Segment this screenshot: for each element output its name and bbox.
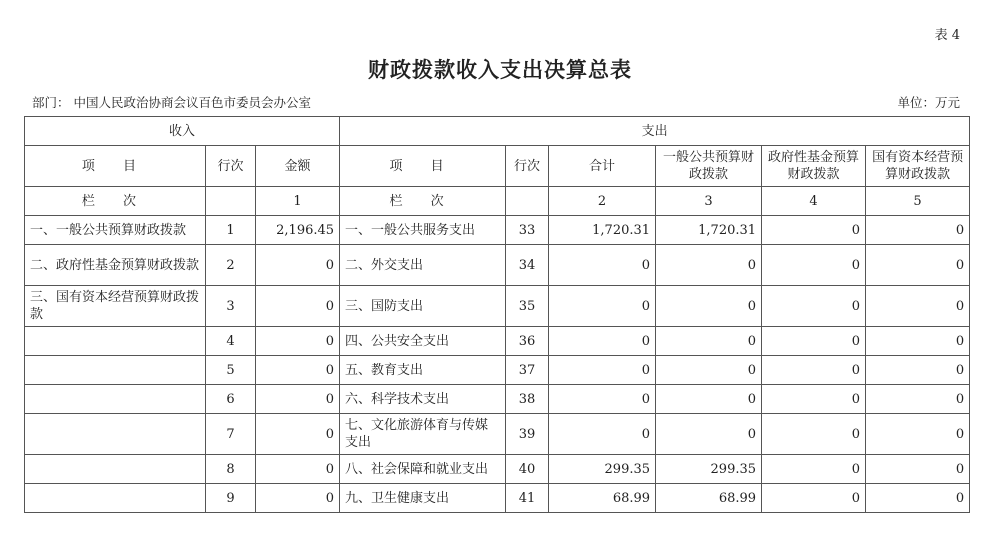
total-cell: 0 xyxy=(549,327,656,356)
expense-item-cell: 五、教育支出 xyxy=(340,356,506,385)
income-row-no-cell: 5 xyxy=(206,356,256,385)
col-num-4: 4 xyxy=(762,187,866,216)
income-row-no-cell: 9 xyxy=(206,484,256,513)
table-row xyxy=(25,356,970,385)
income-item-cell xyxy=(25,414,206,455)
total-cell: 0 xyxy=(549,286,656,327)
state-capital-header: 国有资本经营预算财政拨款 xyxy=(866,146,970,187)
expense-row-no-cell: 39 xyxy=(506,414,549,455)
income-item-cell: 二、政府性基金预算财政拨款 xyxy=(25,245,206,286)
income-amount-cell: 0 xyxy=(256,385,340,414)
state-capital-cell: 0 xyxy=(866,385,970,414)
expense-item-cell: 六、科学技术支出 xyxy=(340,385,506,414)
expense-item-cell: 二、外交支出 xyxy=(340,245,506,286)
general-budget-header: 一般公共预算财政拨款 xyxy=(656,146,762,187)
empty-cell xyxy=(206,187,256,216)
income-amount-cell: 0 xyxy=(256,286,340,327)
income-row-no-cell: 8 xyxy=(206,455,256,484)
income-section-header: 收入 xyxy=(25,117,340,146)
gov-fund-cell: 0 xyxy=(762,216,866,245)
expense-row-no-cell: 34 xyxy=(506,245,549,286)
expense-item-cell: 九、卫生健康支出 xyxy=(340,484,506,513)
state-capital-cell: 0 xyxy=(866,356,970,385)
expense-row-no-cell: 41 xyxy=(506,484,549,513)
unit-label: 单位：万元 xyxy=(897,95,960,110)
col-num-1: 1 xyxy=(256,187,340,216)
income-item-cell xyxy=(25,455,206,484)
income-row-no-header: 行次 xyxy=(206,146,256,187)
gov-fund-cell: 0 xyxy=(762,286,866,327)
table-row xyxy=(25,327,970,356)
state-capital-cell: 0 xyxy=(866,286,970,327)
state-capital-cell: 0 xyxy=(866,245,970,286)
expense-section-header: 支出 xyxy=(340,117,970,146)
gov-fund-cell: 0 xyxy=(762,385,866,414)
state-capital-cell: 0 xyxy=(866,484,970,513)
expense-row-no-header: 行次 xyxy=(506,146,549,187)
table-row xyxy=(25,414,970,455)
total-cell: 68.99 xyxy=(549,484,656,513)
expense-item-cell: 七、文化旅游体育与传媒支出 xyxy=(340,414,506,455)
table-row xyxy=(25,286,970,327)
expense-row-no-cell: 36 xyxy=(506,327,549,356)
table-row xyxy=(25,245,970,286)
income-amount-cell: 0 xyxy=(256,455,340,484)
general-budget-cell: 0 xyxy=(656,414,762,455)
income-row-no-cell: 1 xyxy=(206,216,256,245)
total-cell: 1,720.31 xyxy=(549,216,656,245)
expense-row-no-cell: 38 xyxy=(506,385,549,414)
expense-row-no-cell: 37 xyxy=(506,356,549,385)
general-budget-cell: 299.35 xyxy=(656,455,762,484)
expense-item-header: 项 目 xyxy=(340,146,506,187)
income-row-no-cell: 4 xyxy=(206,327,256,356)
income-item-cell xyxy=(25,327,206,356)
empty-cell xyxy=(506,187,549,216)
expense-item-cell: 四、公共安全支出 xyxy=(340,327,506,356)
income-item-header: 项 目 xyxy=(25,146,206,187)
total-header: 合计 xyxy=(549,146,656,187)
income-row-no-cell: 2 xyxy=(206,245,256,286)
gov-fund-cell: 0 xyxy=(762,327,866,356)
total-cell: 0 xyxy=(549,414,656,455)
income-amount-header: 金额 xyxy=(256,146,340,187)
income-item-cell xyxy=(25,385,206,414)
income-item-cell xyxy=(25,484,206,513)
general-budget-cell: 0 xyxy=(656,327,762,356)
general-budget-cell: 0 xyxy=(656,385,762,414)
table-row xyxy=(25,216,970,245)
general-budget-cell: 0 xyxy=(656,245,762,286)
table-row xyxy=(25,385,970,414)
expense-item-cell: 八、社会保障和就业支出 xyxy=(340,455,506,484)
total-cell: 0 xyxy=(549,385,656,414)
col-num-5: 5 xyxy=(866,187,970,216)
col-num-3: 3 xyxy=(656,187,762,216)
page-title: 财政拨款收入支出决算总表 xyxy=(368,58,632,82)
income-item-cell: 一、一般公共预算财政拨款 xyxy=(25,216,206,245)
expense-row-no-cell: 33 xyxy=(506,216,549,245)
finance-table xyxy=(24,116,970,513)
state-capital-cell: 0 xyxy=(866,327,970,356)
general-budget-cell: 0 xyxy=(656,286,762,327)
expense-item-cell: 一、一般公共服务支出 xyxy=(340,216,506,245)
state-capital-cell: 0 xyxy=(866,216,970,245)
expense-row-no-cell: 40 xyxy=(506,455,549,484)
general-budget-cell: 0 xyxy=(656,356,762,385)
income-row-no-cell: 7 xyxy=(206,414,256,455)
state-capital-cell: 0 xyxy=(866,414,970,455)
gov-fund-cell: 0 xyxy=(762,245,866,286)
income-row-no-cell: 6 xyxy=(206,385,256,414)
table-row xyxy=(25,455,970,484)
total-cell: 299.35 xyxy=(549,455,656,484)
state-capital-cell: 0 xyxy=(866,455,970,484)
gov-fund-cell: 0 xyxy=(762,455,866,484)
total-cell: 0 xyxy=(549,245,656,286)
income-amount-cell: 0 xyxy=(256,327,340,356)
expense-column-label: 栏 次 xyxy=(340,187,506,216)
income-amount-cell: 0 xyxy=(256,245,340,286)
income-item-cell xyxy=(25,356,206,385)
income-column-label: 栏 次 xyxy=(25,187,206,216)
expense-row-no-cell: 35 xyxy=(506,286,549,327)
income-amount-cell: 2,196.45 xyxy=(256,216,340,245)
income-amount-cell: 0 xyxy=(256,484,340,513)
general-budget-cell: 1,720.31 xyxy=(656,216,762,245)
income-amount-cell: 0 xyxy=(256,356,340,385)
table-row xyxy=(25,484,970,513)
gov-fund-cell: 0 xyxy=(762,484,866,513)
expense-item-cell: 三、国防支出 xyxy=(340,286,506,327)
income-row-no-cell: 3 xyxy=(206,286,256,327)
department-label: 部门： 中国人民政治协商会议百色市委员会办公室 xyxy=(32,95,311,110)
gov-fund-header: 政府性基金预算财政拨款 xyxy=(762,146,866,187)
table-number: 表 4 xyxy=(934,28,960,43)
general-budget-cell: 68.99 xyxy=(656,484,762,513)
col-num-2: 2 xyxy=(549,187,656,216)
income-item-cell: 三、国有资本经营预算财政拨款 xyxy=(25,286,206,327)
total-cell: 0 xyxy=(549,356,656,385)
income-amount-cell: 0 xyxy=(256,414,340,455)
gov-fund-cell: 0 xyxy=(762,414,866,455)
gov-fund-cell: 0 xyxy=(762,356,866,385)
